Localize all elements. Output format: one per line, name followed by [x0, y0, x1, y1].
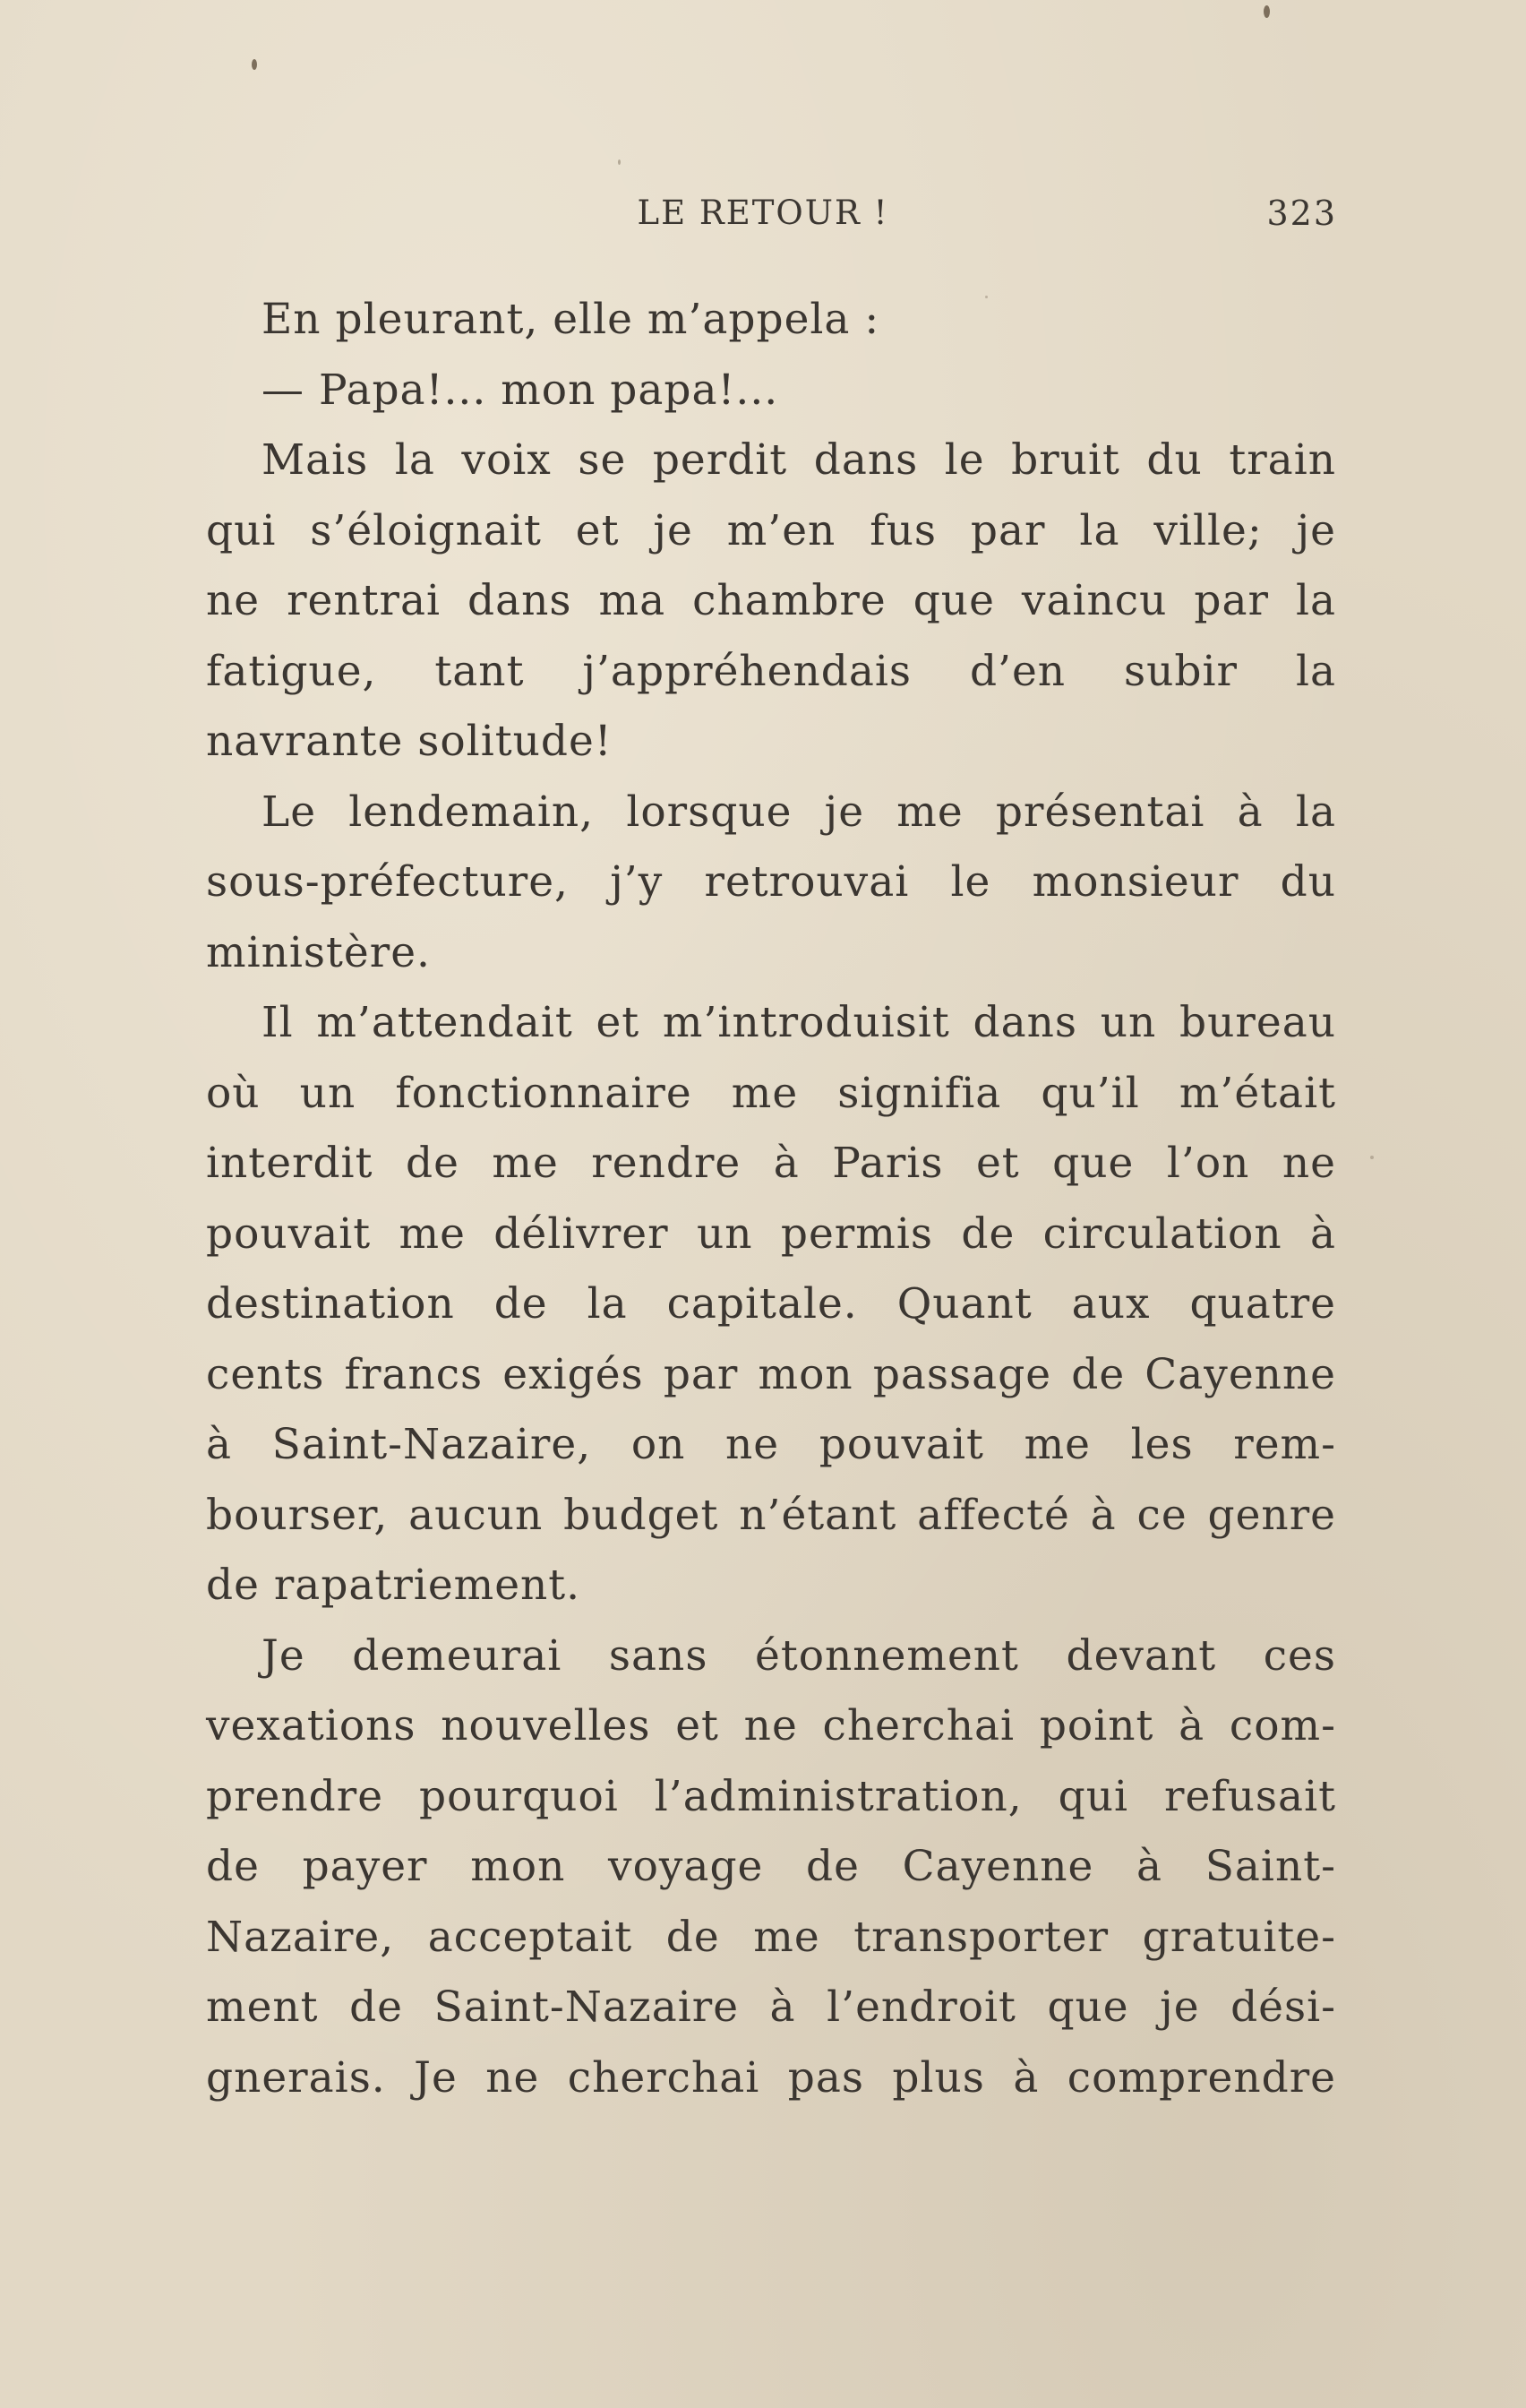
text-line: interdit de me rendre à Paris et que l’on ne — [206, 1139, 1336, 1188]
text-line: cents francs exigés par mon passage de Cayenne — [206, 1349, 1336, 1399]
text-line: Il m’attendait et m’introduisit dans un bureau — [261, 998, 1336, 1047]
text-line: navrante solitude! — [206, 717, 613, 766]
text-line: fatigue, tant j’appréhendais d’en subir la — [206, 646, 1336, 696]
text-line: destination de la capitale. Quant aux quatre — [206, 1279, 1336, 1329]
text-line: Nazaire, acceptait de me transporter gratuite- — [206, 1912, 1336, 1962]
body-text — [206, 285, 1336, 2113]
text-line: à Saint-Nazaire, on ne pouvait me les rem- — [206, 1420, 1336, 1469]
text-line: Je demeurai sans étonnement devant ces — [261, 1630, 1336, 1681]
text-line: En pleurant, elle m’appela : — [261, 295, 880, 344]
text-line: ministère. — [206, 927, 431, 977]
paper-speck — [1370, 1156, 1374, 1159]
paper-speck — [618, 159, 621, 165]
paper-speck — [252, 59, 257, 70]
paper-speck — [1264, 5, 1270, 18]
text-line: sous-préfecture, j’y retrouvai le monsieur du — [206, 857, 1336, 907]
text-line: de rapatriement. — [206, 1561, 581, 1610]
text-line: de payer mon voyage de Cayenne à Saint- — [206, 1842, 1336, 1891]
text-line: gnerais. Je ne cherchai pas plus à comprendre — [206, 2052, 1336, 2103]
paper-speck — [985, 296, 988, 298]
text-line: ne rentrai dans ma chambre que vaincu par la — [206, 576, 1336, 625]
text-line: vexations nouvelles et ne cherchai point à com- — [206, 1701, 1336, 1750]
text-line: bourser, aucun budget n’étant affecté à ce genre — [206, 1490, 1336, 1540]
running-title: LE RETOUR ! — [637, 194, 889, 232]
text-line: ment de Saint-Nazaire à l’endroit que je dési- — [206, 1982, 1336, 2032]
text-line: prendre pourquoi l’administration, qui refusait — [206, 1771, 1336, 1821]
text-line: où un fonctionnaire me signifia qu’il m’était — [206, 1068, 1336, 1118]
running-head — [0, 194, 1526, 247]
text-line: — Papa!... mon papa!... — [261, 365, 779, 415]
text-line: pouvait me délivrer un permis de circulation à — [206, 1208, 1336, 1259]
text-line: qui s’éloignait et je m’en fus par la ville; je — [206, 505, 1336, 555]
page-number: 323 — [1266, 194, 1337, 233]
text-line: Mais la voix se perdit dans le bruit du train — [261, 435, 1336, 485]
text-line: Le lendemain, lorsque je me présentai à la — [261, 787, 1336, 837]
